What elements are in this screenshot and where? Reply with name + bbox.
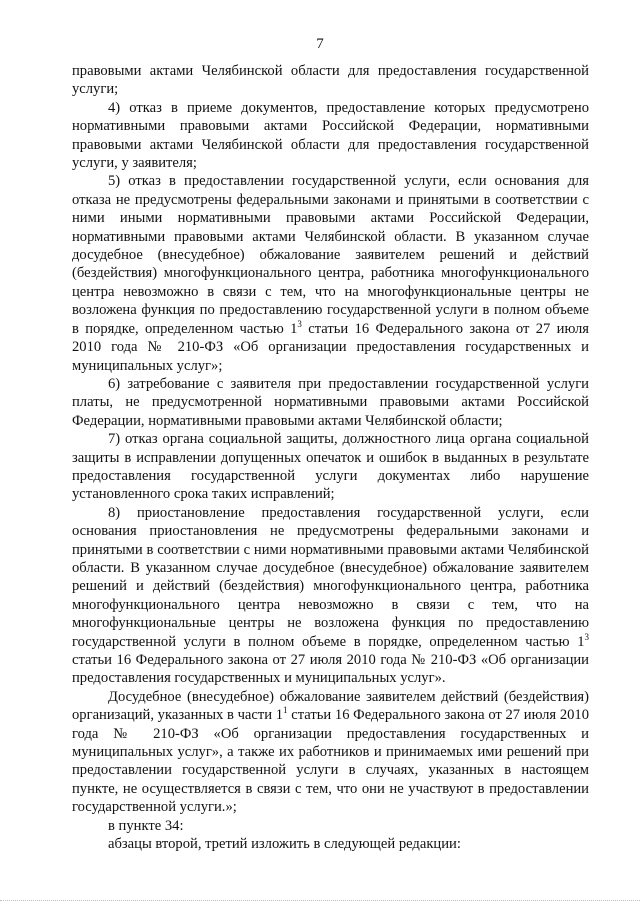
paragraph-continuation: правовыми актами Челябинской области для предоставления государственной услуги; (72, 63, 589, 98)
superscript-1: 1 (283, 705, 288, 716)
paragraph-new-edition: абзацы второй, третий изложить в следующей редакции: (108, 836, 461, 853)
paragraph-item-5-text-b: статьи 16 Федерального закона от 27 июля 2010 года № 210-ФЗ «Об организации предоставления государственных и муниципальных услуг»; (72, 320, 589, 374)
page-number: 7 (316, 36, 324, 52)
superscript-3: 3 (297, 318, 302, 329)
paragraph-item-8 (72, 504, 589, 688)
paragraph-appeal-note (72, 688, 589, 817)
paragraph-item-4: 4) отказ в приеме документов, предоставление которых предусмотрено нормативными правовыми актами Российской Федерации, нормативными правовыми актами Челябинской области для предоставления государственной услуги, у заявителя; (72, 99, 589, 172)
document-body (72, 62, 589, 853)
superscript-3: 3 (584, 631, 589, 642)
paragraph-item-5 (72, 172, 589, 374)
paragraph-appeal-note-text-a: Досудебное (внесудебное) обжалование заявителем действий (бездействия) организаций, указанных в части 1 (72, 688, 589, 724)
paragraph-appeal-note-text-b: статьи 16 Федерального закона от 27 июля 2010 года № 210-ФЗ «Об организации предоставления государственных и муниципальных услуг», а также их работников и принимаемых ими решений при предоставлении государственной услуги в случаях, указанных в настоящем пункте, не осуществляется в связи с тем, что они не участвуют в предоставлении государственной услуги.»; (72, 707, 590, 816)
paragraph-point-34: в пункте 34: (108, 817, 184, 834)
paragraph-item-8-text-b: статьи 16 Федерального закона от 27 июля 2010 года № 210-ФЗ «Об организации предоставления государственных и муниципальных услуг». (72, 652, 589, 687)
paragraph-item-8-text-a: 8) приостановление предоставления государственной услуги, если основания приостановления не предусмотрены федеральными законами и принятыми в соответствии с ними нормативными правовыми актами Челябинской области. В указанном случае досудебное (внесудебное) обжалование заявителем решений и действий (бездействия) многофункционального центра, работника многофункционального центра невозможно в связи с тем, что на многофункциональные центры не возложена функция по предоставлению государственной услуги в полном объеме в порядке, определенном частью 1 (72, 504, 589, 650)
paragraph-item-7: 7) отказ органа социальной защиты, должностного лица органа социальной защиты в исправлении допущенных опечаток и ошибок в выданных в результате предоставления государственной услуги документах либо нарушение установленного срока таких исправлений; (72, 431, 589, 503)
paragraph-item-6: 6) затребование с заявителя при предоставлении государственной услуги платы, не предусмотренной нормативными правовыми актами Российской Федерации, нормативными правовыми актами Челябинской области; (72, 375, 589, 429)
paragraph-item-5-text-a: 5) отказ в предоставлении государственной услуги, если основания для отказа не предусмотрены федеральными законами и принятыми в соответствии с ними иными нормативными правовыми актами Российской Федерации, нормативными правовыми актами Челябинской области. В указанном случае досудебное (внесудебное) обжалование заявителем решений и действий (бездействия) многофункционального центра, работника многофункционального центра невозможно в связи с тем, что на многофункциональные центры не возложена функция по предоставлению государственной услуги в полном объеме в порядке, определенном частью 1 (72, 173, 589, 337)
page-bottom-divider (0, 900, 640, 902)
